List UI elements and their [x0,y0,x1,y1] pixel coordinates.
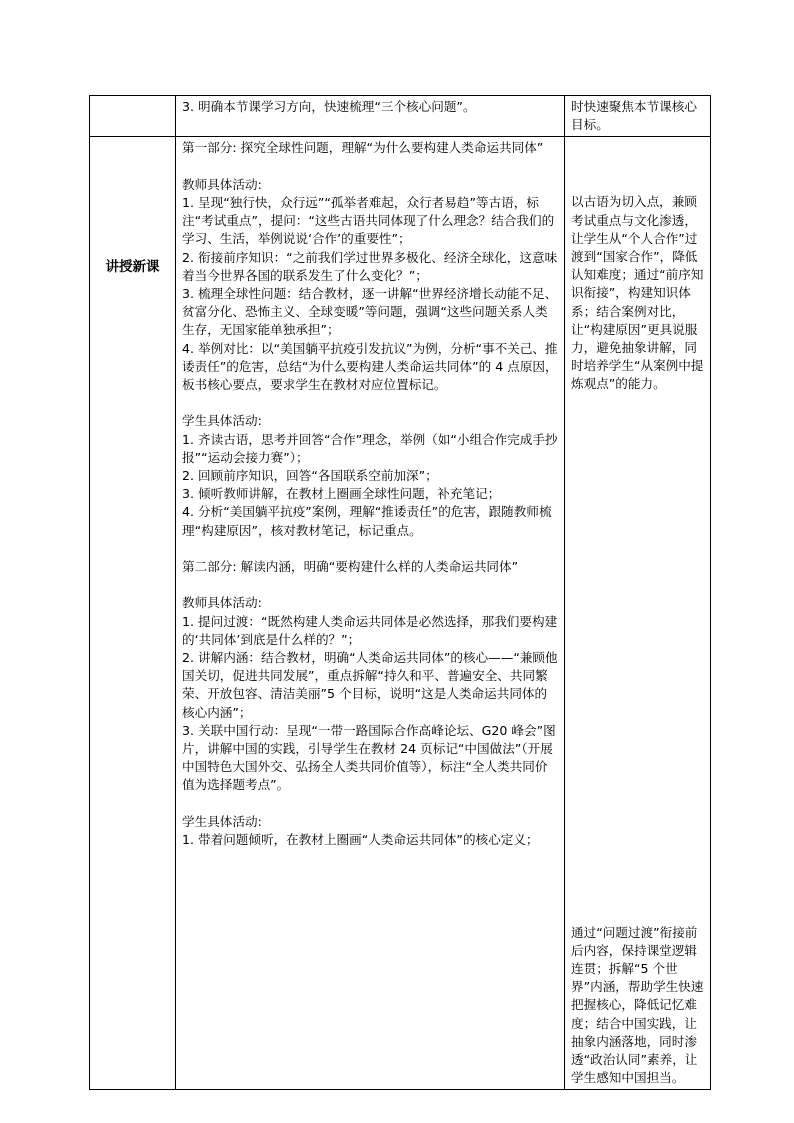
activities-cell [176,137,565,1090]
part1-student-heading: 学生具体活动: [182,413,262,429]
part1-teacher-item: 2. 衔接前序知识：“之前我们学过世界多极化、经济全球化，这意味着当今世界各国的联系发生了什么变化？”； [182,249,558,283]
part1-student-item: 4. 分析“美国躺平抗疫”案例，理解“推诿责任”的危害，跟随教师梳理“构建原因”，核对教材笔记，标记重点。 [182,504,552,538]
lesson-plan-table [89,95,711,1090]
note-cell [565,96,711,137]
part1-teacher-item: 3. 梳理全球性问题：结合教材，逐一讲解“世界经济增长动能不足、贫富分化、恐怖主义、全球变暖”等问题，强调“这些问题关系人类生存，无国家能单独承担”； [182,286,558,338]
previous-step-text: 3. 明确本节课学习方向，快速梳理“三个核心问题”。 [182,99,476,114]
part1-student-item: 1. 齐读古语，思考并回答“合作”理念，举例（如“小组合作完成手抄报”“运动会接力赛”）； [182,431,558,465]
part2-title: 第二部分: 解读内涵，明确“要构建什么样的人类命运共同体” [182,559,519,575]
section-label-cell [90,137,176,1090]
part2-student-heading: 学生具体活动: [182,813,262,829]
part1-title: 第一部分: 探究全球性问题，理解“为什么要构建人类命运共同体” [182,140,544,156]
part2-teacher-item: 3. 关联中国行动：呈现“一带一路国际合作高峰论坛、G20 峰会”图片，讲解中国的实践，引导学生在教材 24 页标记“中国做法”（开展中国特色大国外交、弘扬全人类共同价值等），标注“全人类共同价值为选择题考点”。 [182,722,556,793]
empty-label-cell [90,96,176,137]
part1-teacher-item: 4. 举例对比：以“美国躺平抗疫引发抗议”为例，分析“事不关己、推诿责任”的危害，总结“为什么要构建人类命运共同体”的 4 点原因，板书核心要点，要求学生在教材对应位置标记。 [182,340,558,393]
part1-student-item: 3. 倾听教师讲解，在教材上圈画全球性问题，补充笔记； [182,486,501,502]
part1-student-item: 2. 回顾前序知识，回答“各国联系空前加深”； [182,468,438,484]
design-notes-cell [565,137,711,1090]
part1-teacher-heading: 教师具体活动: [182,176,262,192]
part2-teacher-heading: 教师具体活动: [182,595,262,611]
design-note-1: 以古语为切入点，兼顾考试重点与文化渗透，让学生从“个人合作”过渡到“国家合作”，降低认知难度；通过“前序知识衔接”，构建知识体系；结合案例对比，让“构建原因”更具说服力，避免抽象讲解，同时培养学生“从案例中提炼观点”的能力。 [571,194,704,392]
part2-teacher-item: 2. 讲解内涵：结合教材，明确“人类命运共同体”的核心——“兼顾他国关切，促进共同发展”，重点拆解“持久和平、普遍安全、共同繁荣、开放包容、清洁美丽”5 个目标，说明“这是人类命运共同体的核心内涵”； [182,650,558,720]
part1-teacher-item: 1. 呈现“独行快，众行远”“孤举者难起，众行者易趋”等古语，标注“考试重点”，提问：“这些古语共同体现了什么理念？结合我们的学习、生活，举例说说‘合作’的重要性”； [182,195,555,247]
part2-teacher-item: 1. 提问过渡：“既然构建人类命运共同体是必然选择，那我们要构建的‘共同体’到底是什么样的？”； [182,613,558,647]
design-note-2: 通过“问题过渡”衔接前后内容，保持课堂逻辑连贯；拆解“5 个世界”内涵，帮助学生快速把握核心，降低记忆难度；结合中国实践，让抽象内涵落地，同时渗透“政治认同”素养，让学生感知中国担当。 [571,924,704,1086]
content-cell [176,96,565,137]
section-label: 讲授新课 [105,259,160,276]
table-row-new-lesson [90,137,711,1090]
previous-note-text: 时快速聚焦本节课核心目标。 [571,99,697,133]
part2-student-item: 1. 带着问题倾听，在教材上圈画“人类命运共同体”的核心定义； [182,832,539,848]
table-row-previous [90,96,711,137]
activities-content [176,137,564,851]
